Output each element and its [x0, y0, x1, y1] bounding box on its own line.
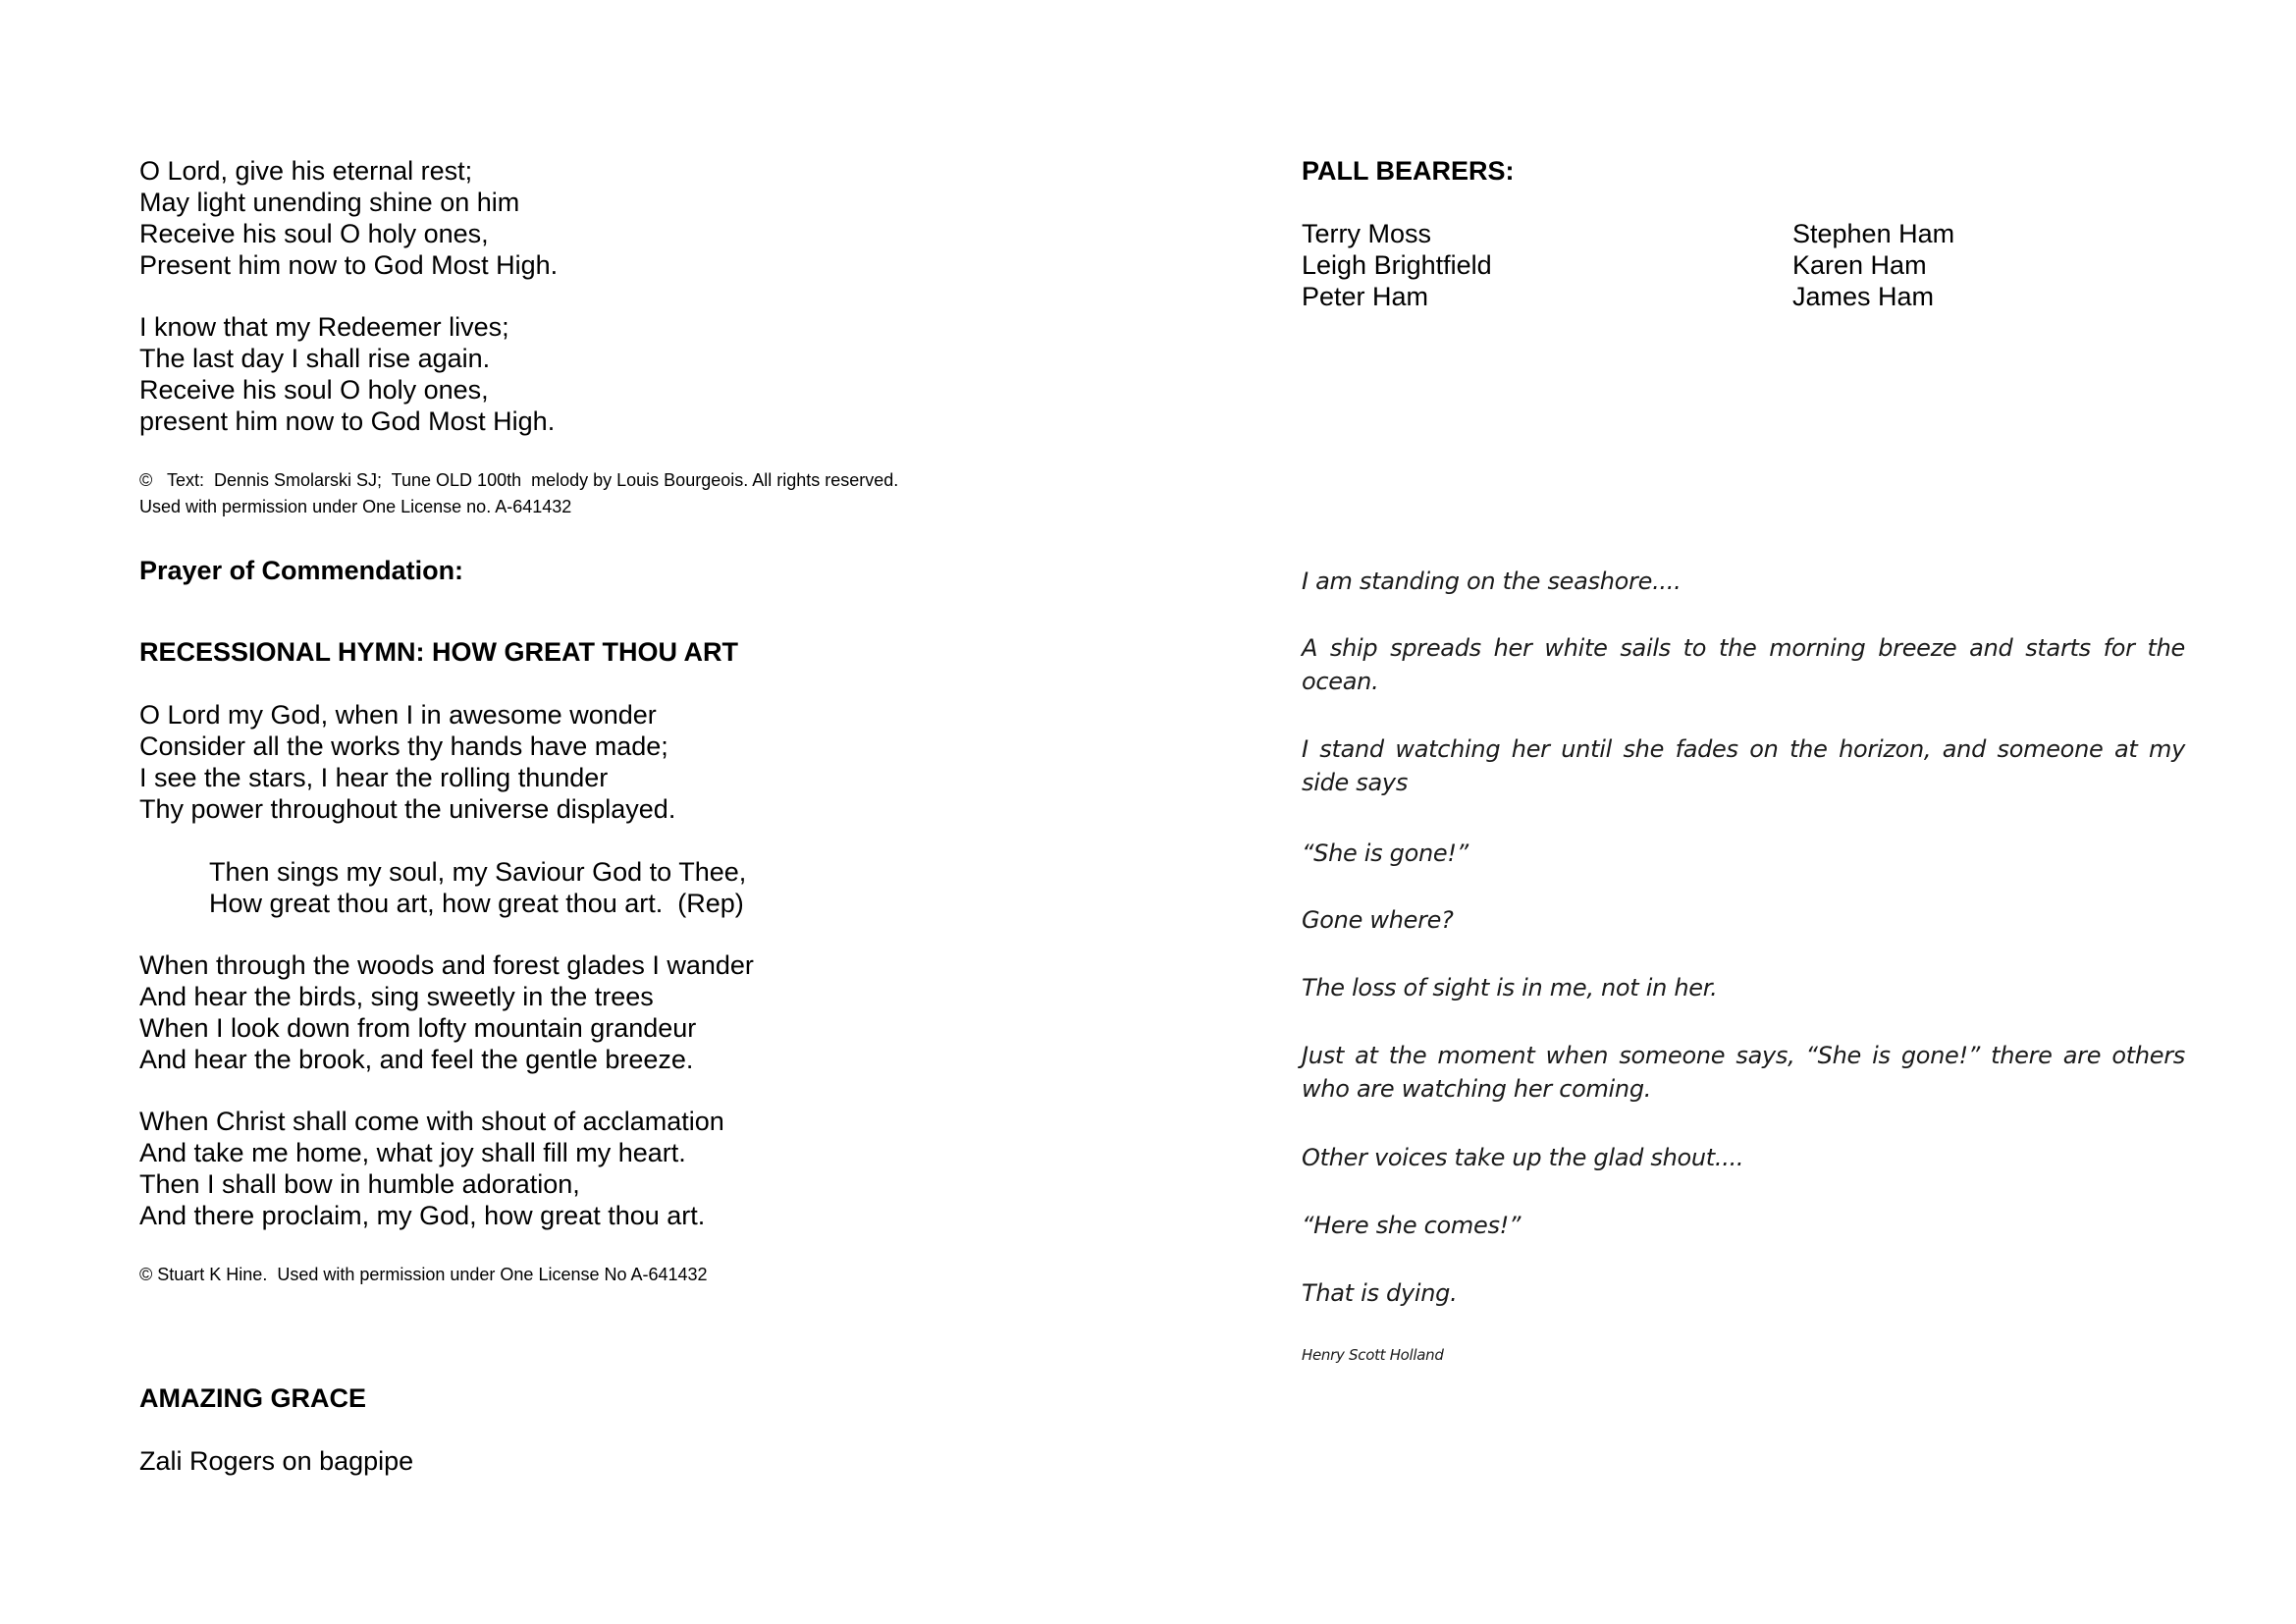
- hymn1-verse-2: [139, 311, 555, 437]
- poem-line: A ship spreads her white sails to the morning breeze and starts for the ocean.: [1302, 634, 2185, 695]
- poem-line: “Here she comes!”: [1302, 1212, 1522, 1239]
- poem-line: Other voices take up the glad shout....: [1302, 1144, 1744, 1171]
- copyright-line: © Text: Dennis Smolarski SJ; Tune OLD 100th melody by Louis Bourgeois. All rights reserved.: [139, 470, 899, 490]
- verse-line: Thy power throughout the universe displayed.: [139, 794, 676, 824]
- verse-line: I see the stars, I hear the rolling thunder: [139, 763, 609, 792]
- verse-line: When through the woods and forest glades I wander: [139, 950, 754, 980]
- amazing-grace-note: Zali Rogers on bagpipe: [139, 1446, 414, 1476]
- copyright-notice-1: [139, 467, 898, 520]
- chorus-line: How great thou art, how great thou art. (Rep): [209, 889, 744, 918]
- prayer-heading: Prayer of Commendation:: [139, 556, 464, 585]
- poem-line: Just at the moment when someone says, “She is gone!” there are others who are watching her coming.: [1302, 1042, 2185, 1103]
- copyright-line: Used with permission under One License no. A-641432: [139, 497, 572, 516]
- pallbearer-name: James Ham: [1792, 282, 1935, 311]
- recessional-heading: RECESSIONAL HYMN: HOW GREAT THOU ART: [139, 637, 738, 667]
- pallbearer-name: Karen Ham: [1792, 250, 1927, 280]
- poem-line: I am standing on the seashore....: [1302, 568, 1682, 595]
- pallbearers-heading: PALL BEARERS:: [1302, 156, 1515, 186]
- verse-line: And take me home, what joy shall fill my heart.: [139, 1138, 686, 1167]
- verse-line: present him now to God Most High.: [139, 406, 556, 436]
- verse-line: O Lord, give his eternal rest;: [139, 156, 473, 186]
- pallbearer-name: Terry Moss: [1302, 219, 1432, 248]
- chorus-line: Then sings my soul, my Saviour God to Thee,: [209, 857, 747, 887]
- poem-line: “She is gone!”: [1302, 839, 1468, 867]
- amazing-grace-heading: AMAZING GRACE: [139, 1383, 366, 1413]
- verse-line: O Lord my God, when I in awesome wonder: [139, 700, 657, 730]
- poem-author: Henry Scott Holland: [1302, 1346, 1444, 1364]
- poem-line: That is dying.: [1302, 1279, 1458, 1307]
- verse-line: Receive his soul O holy ones,: [139, 219, 489, 248]
- pallbearer-name: Leigh Brightfield: [1302, 250, 1492, 280]
- verse-line: The last day I shall rise again.: [139, 344, 491, 373]
- verse-line: When Christ shall come with shout of acclamation: [139, 1107, 724, 1136]
- pallbearer-name: Stephen Ham: [1792, 219, 1955, 248]
- verse-line: I know that my Redeemer lives;: [139, 312, 509, 342]
- copyright-notice-2: © Stuart K Hine. Used with permission under One License No A-641432: [139, 1265, 708, 1284]
- recessional-chorus: [209, 856, 746, 919]
- pallbearers-column-2: [1792, 218, 1954, 312]
- right-page: [1148, 0, 2296, 1624]
- poem-line: I stand watching her until she fades on the horizon, and someone at my side says: [1302, 735, 2185, 796]
- verse-line: When I look down from lofty mountain grandeur: [139, 1013, 697, 1043]
- verse-line: And hear the brook, and feel the gentle breeze.: [139, 1045, 694, 1074]
- verse-line: And hear the birds, sing sweetly in the trees: [139, 982, 654, 1011]
- pallbearer-name: Peter Ham: [1302, 282, 1429, 311]
- pallbearers-column-1: [1302, 218, 1492, 312]
- hymn1-verse-1: [139, 155, 558, 281]
- verse-line: Receive his soul O holy ones,: [139, 375, 489, 405]
- verse-line: Consider all the works thy hands have made;: [139, 731, 668, 761]
- verse-line: May light unending shine on him: [139, 188, 520, 217]
- verse-line: Present him now to God Most High.: [139, 250, 559, 280]
- recessional-verse-2: [139, 949, 754, 1075]
- verse-line: And there proclaim, my God, how great thou art.: [139, 1201, 706, 1230]
- recessional-verse-1: [139, 699, 675, 825]
- poem-line: Gone where?: [1302, 906, 1454, 934]
- recessional-verse-3: [139, 1106, 724, 1231]
- verse-line: Then I shall bow in humble adoration,: [139, 1169, 580, 1199]
- poem-line: The loss of sight is in me, not in her.: [1302, 974, 1718, 1001]
